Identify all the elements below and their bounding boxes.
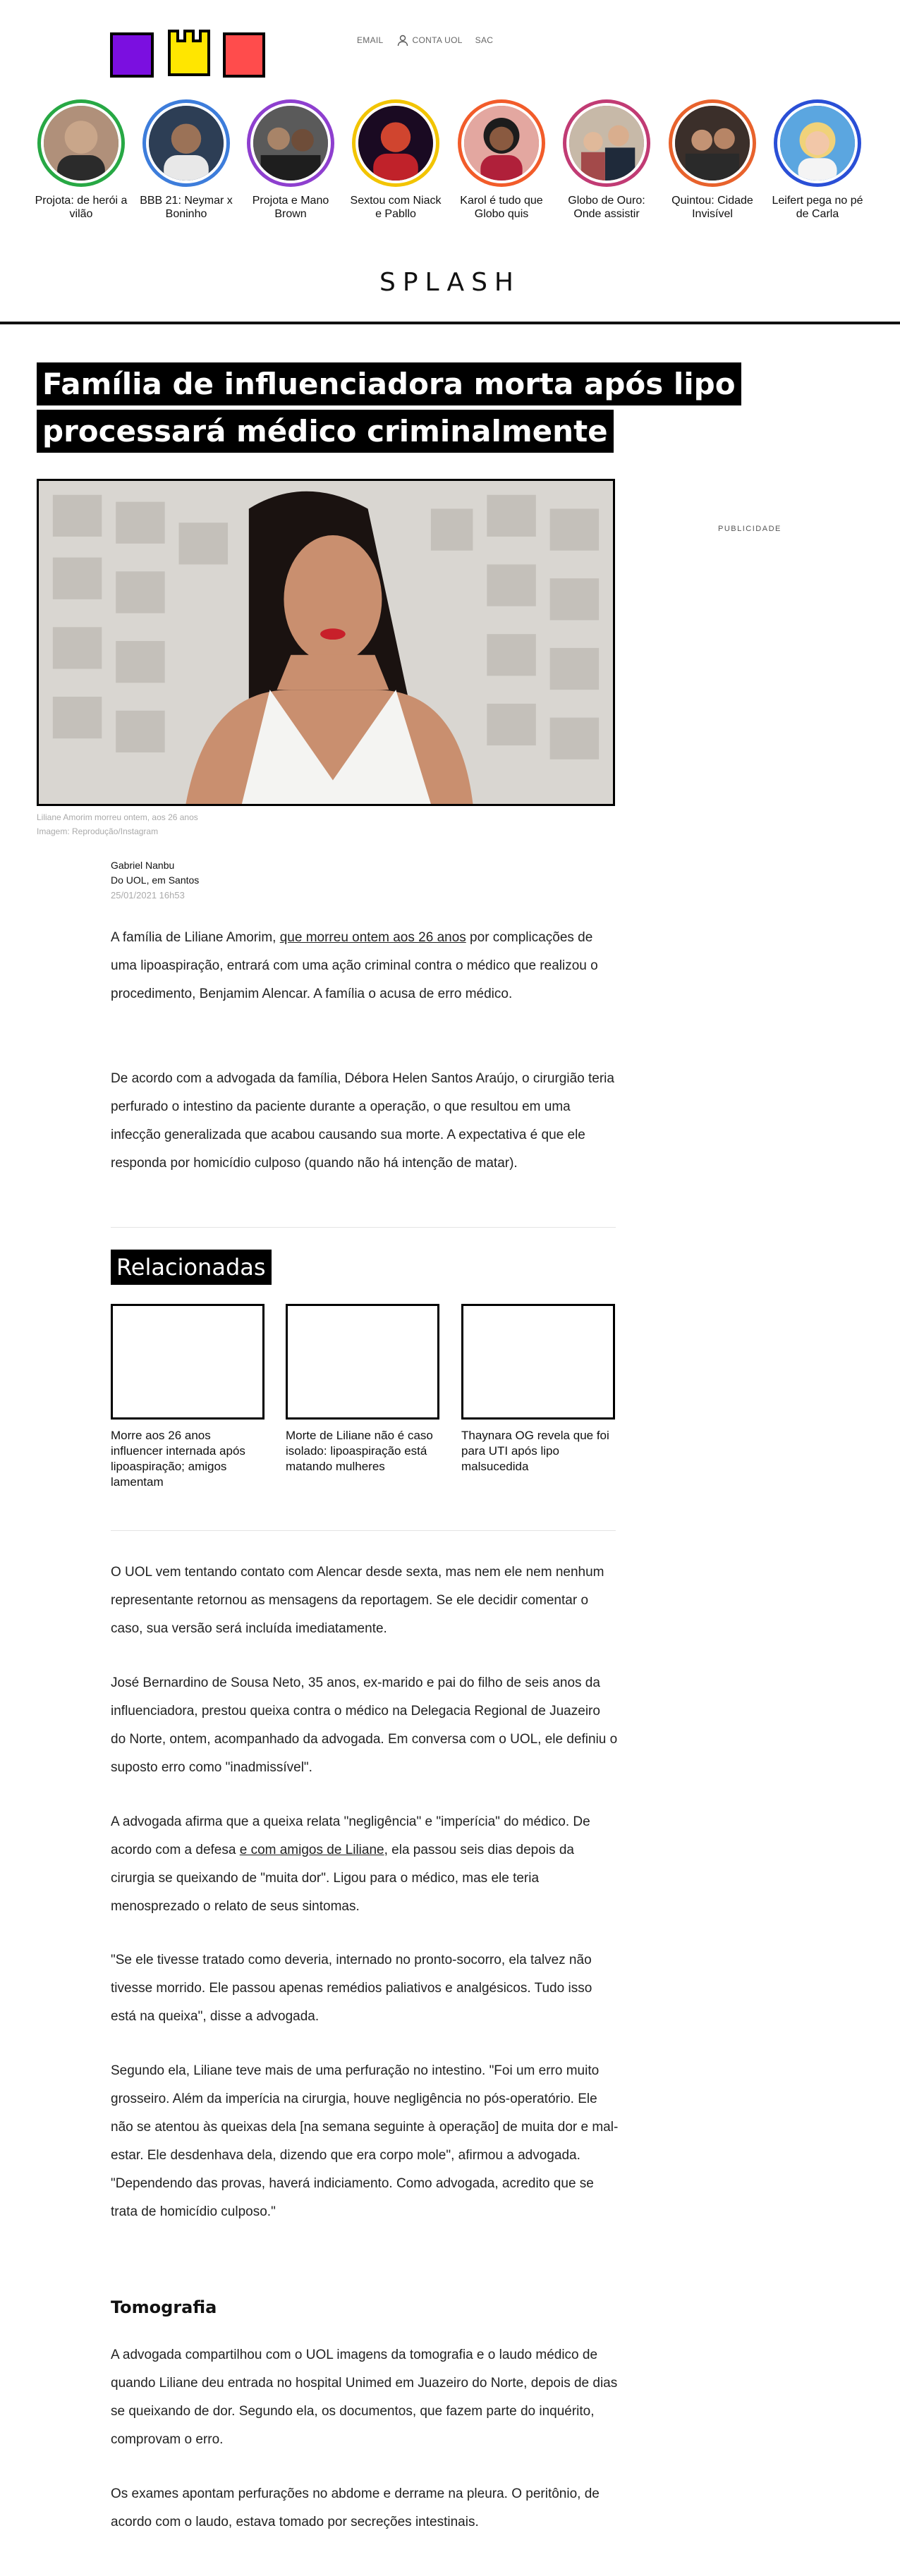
author-name[interactable]: Gabriel Nanbu xyxy=(111,860,175,871)
story-ring xyxy=(458,99,545,187)
caption-text: Liliane Amorim morreu ontem, aos 26 anos xyxy=(37,812,198,822)
related-card[interactable] xyxy=(286,1304,439,1475)
account-link[interactable] xyxy=(396,34,463,47)
story-item[interactable] xyxy=(137,99,236,221)
byline xyxy=(111,858,199,903)
article-paragraph: A advogada afirma que a queixa relata "negligência" e "imperícia" do médico. De acordo com a defesa e com amigos de Liliane, ela passou seis dias depois da cirurgia se queixando de "muita dor". Ligou para o médico, mas ele teria menosprezado o relato de seus sintomas. xyxy=(111,1814,590,1914)
story-thumbnail xyxy=(675,106,750,181)
article-subheading: Tomografia xyxy=(111,2297,217,2317)
related-card[interactable] xyxy=(461,1304,615,1475)
article-link[interactable]: que morreu ontem aos 26 anos xyxy=(279,930,466,945)
story-ring xyxy=(37,99,125,187)
story-ring xyxy=(142,99,230,187)
article-paragraph: Segundo ela, Liliane teve mais de uma perfuração no intestino. "Foi um erro muito grosseiro. Além da imperícia na cirurgia, houve negligência no pós-operatório. Ele não se atentou às queixas dela [na semana seguinte à operação] de muita dor e mal-estar. Ele desdenhava dela, dizendo que era corpo mole", afirmou a advogada. "Dependendo das provas, haverá indiciamento. Como advogada, acredito que se trata de homicídio culposo." xyxy=(111,2063,619,2219)
article-paragraph: Os exames apontam perfurações no abdome e derrame na pleura. O peritônio, de acordo com o laudo, estava tomado por secreções intestinais. xyxy=(111,2486,600,2529)
divider xyxy=(111,1530,616,1531)
sac-link[interactable]: SAC xyxy=(475,35,494,45)
related-thumbnail[interactable] xyxy=(286,1304,439,1420)
article-headline: Família de influenciadora morta após lipo processará médico criminalmente xyxy=(37,360,855,455)
story-thumbnail xyxy=(569,106,644,181)
article-link[interactable]: e com amigos de Liliane xyxy=(239,1843,384,1857)
related-headline[interactable]: Thaynara OG revela que foi para UTI após lipo malsucedida xyxy=(461,1429,609,1473)
story-thumbnail xyxy=(253,106,328,181)
story-thumbnail xyxy=(44,106,118,181)
article-paragraph: O UOL vem tentando contato com Alencar desde sexta, mas nem ele nem nenhum representante retornou as mensagens da reportagem. Se ele decidir comentar o caso, sua versão será incluída imediatamente. xyxy=(111,1565,604,1636)
article-paragraph: A advogada compartilhou com o UOL imagens da tomografia e o laudo médico de quando Liliane deu entrada no hospital Unimed em Juazeiro do Norte, depois de dias se queixando de dor. Segundo ela, os documentos, que fazem parte do inquérito, comprovam o erro. xyxy=(111,2348,618,2447)
caption-credit: Imagem: Reprodução/Instagram xyxy=(37,826,159,836)
related-headline[interactable]: Morte de Liliane não é caso isolado: lipoaspiração está matando mulheres xyxy=(286,1429,433,1473)
story-item[interactable] xyxy=(32,99,130,221)
author-location: Do UOL, em Santos xyxy=(111,874,200,886)
story-ring xyxy=(352,99,439,187)
section-title[interactable]: SPLASH xyxy=(379,268,521,297)
story-item[interactable] xyxy=(663,99,762,221)
top-nav xyxy=(357,34,493,47)
story-ring xyxy=(669,99,756,187)
story-thumbnail xyxy=(780,106,855,181)
story-thumbnail xyxy=(358,106,433,181)
related-title: Relacionadas xyxy=(111,1250,272,1285)
story-caption: BBB 21: Neymar x Boninho xyxy=(140,195,233,220)
story-caption: Globo de Ouro: Onde assistir xyxy=(568,195,645,220)
story-thumbnail xyxy=(464,106,539,181)
story-item[interactable] xyxy=(346,99,445,221)
related-card[interactable] xyxy=(111,1304,264,1490)
article-paragraph: "Se ele tivesse tratado como deveria, internado no pronto-socorro, ela talvez não tivesse morrido. Ele passou apenas remédios paliativos e analgésicos. Tudo isso está na queixa", disse a advogada. xyxy=(111,1953,592,2024)
account-label: CONTA UOL xyxy=(412,35,463,45)
story-ring xyxy=(563,99,650,187)
divider xyxy=(111,1227,616,1228)
story-caption: Quintou: Cidade Invisível xyxy=(671,195,753,220)
image-caption xyxy=(37,810,198,838)
story-caption: Leifert pega no pé de Carla xyxy=(772,195,863,220)
article-paragraph: De acordo com a advogada da família, Débora Helen Santos Araújo, o cirurgião teria perfurado o intestino da paciente durante a operação, o que resultou em uma infecção generalizada que acabou causando sua morte. A expectativa é que ele responda por homicídio culposo (quando não há intenção de matar). xyxy=(111,1071,614,1171)
story-caption: Sextou com Niack e Pabllo xyxy=(350,195,442,220)
related-thumbnail[interactable] xyxy=(461,1304,615,1420)
article-paragraph: A família de Liliane Amorim, que morreu ontem aos 26 anos por complicações de uma lipoaspiração, entrará com uma ação criminal contra o médico que realizou o procedimento, Benjamim Alencar. A família o acusa de erro médico. xyxy=(111,930,598,1001)
related-thumbnail[interactable] xyxy=(111,1304,264,1420)
email-link[interactable]: EMAIL xyxy=(357,35,384,45)
story-caption: Projota: de herói a vilão xyxy=(35,195,128,220)
uol-logo[interactable] xyxy=(110,28,267,79)
story-item[interactable] xyxy=(768,99,867,221)
story-item[interactable] xyxy=(452,99,551,221)
stories-carousel xyxy=(32,99,868,233)
story-item[interactable] xyxy=(241,99,340,221)
related-headline[interactable]: Morre aos 26 anos influencer internada após lipoaspiração; amigos lamentam xyxy=(111,1429,245,1489)
story-caption: Karol é tudo que Globo quis xyxy=(460,195,543,220)
header-divider xyxy=(0,322,900,324)
story-item[interactable] xyxy=(557,99,656,221)
story-ring xyxy=(774,99,861,187)
story-caption: Projota e Mano Brown xyxy=(252,195,329,220)
article-paragraph: José Bernardino de Sousa Neto, 35 anos, ex-marido e pai do filho de seis anos da influenciadora, prestou queixa contra o médico na Delegacia Regional de Juazeiro do Norte, ontem, acompanhado da advogada. Em conversa com o UOL, ele definiu o suposto erro como "inadmissível". xyxy=(111,1675,618,1775)
publish-date: 25/01/2021 16h53 xyxy=(111,890,185,901)
user-icon xyxy=(396,34,409,47)
ad-label: PUBLICIDADE xyxy=(718,525,782,533)
hero-image xyxy=(37,479,615,806)
story-ring xyxy=(247,99,334,187)
story-thumbnail xyxy=(149,106,224,181)
